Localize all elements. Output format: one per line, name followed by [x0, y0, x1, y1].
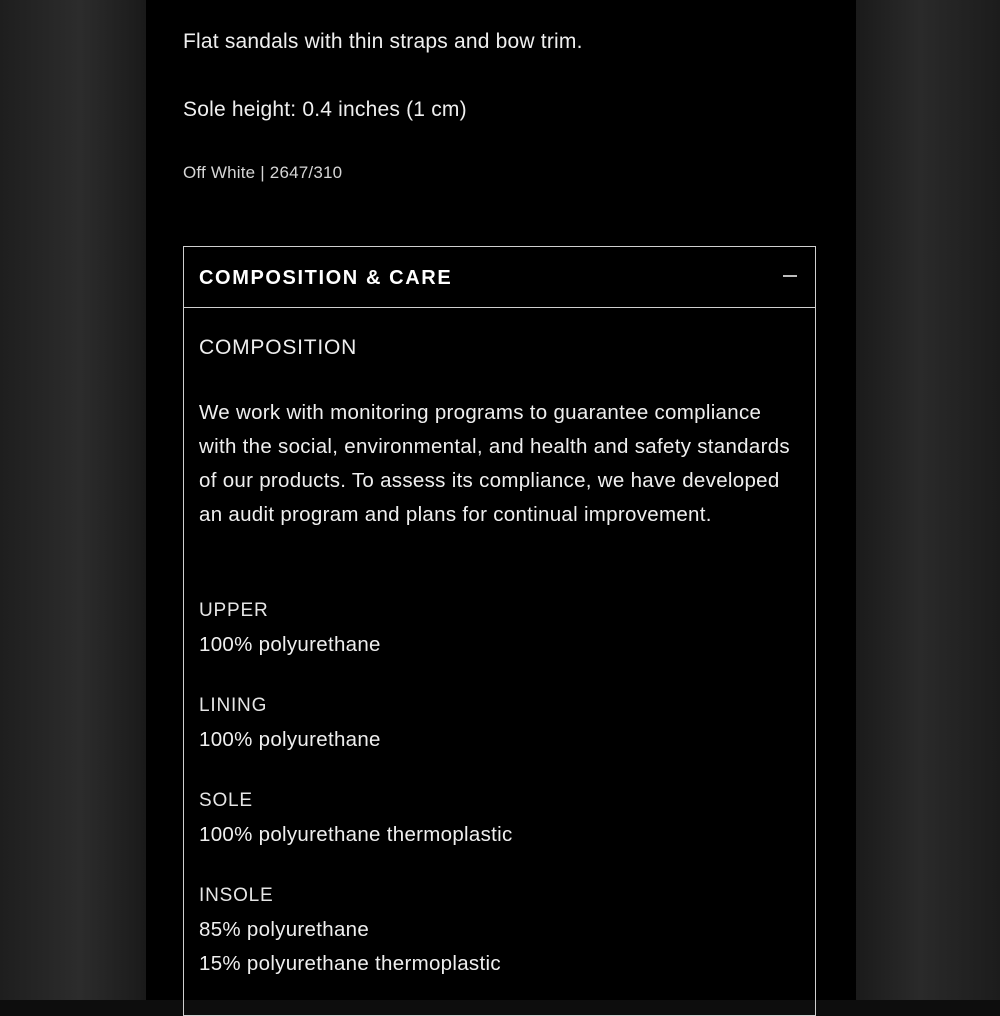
material-label: SOLE: [199, 790, 253, 811]
product-details-screen: [146, 0, 856, 1000]
composition-care-header[interactable]: [184, 247, 815, 308]
accordion-title: COMPOSITION & CARE: [199, 267, 453, 289]
material-label: INSOLE: [199, 885, 274, 906]
material-value: 100% polyurethane: [199, 728, 381, 751]
material-upper: [199, 594, 799, 662]
material-insole: [199, 879, 799, 981]
composition-heading: COMPOSITION: [199, 336, 358, 359]
product-description: Flat sandals with thin straps and bow trim.: [183, 30, 583, 53]
material-value: 100% polyurethane: [199, 633, 381, 656]
minus-icon[interactable]: [783, 275, 797, 277]
material-label: UPPER: [199, 600, 269, 621]
material-label: LINING: [199, 695, 268, 716]
compliance-paragraph: We work with monitoring programs to guarantee compliance with the social, environmental, and health and safety standards of our products. To assess its compliance, we have developed an audit program and plans for continual improvement.: [199, 401, 790, 526]
material-value: 15% polyurethane thermoplastic: [199, 952, 501, 975]
material-lining: [199, 689, 799, 757]
material-value: 100% polyurethane thermoplastic: [199, 823, 513, 846]
material-sole: [199, 784, 799, 852]
composition-care-accordion: [183, 246, 816, 1016]
material-value: 85% polyurethane: [199, 918, 370, 941]
color-reference: Off White | 2647/310: [183, 163, 343, 182]
sole-height: Sole height: 0.4 inches (1 cm): [183, 98, 467, 121]
